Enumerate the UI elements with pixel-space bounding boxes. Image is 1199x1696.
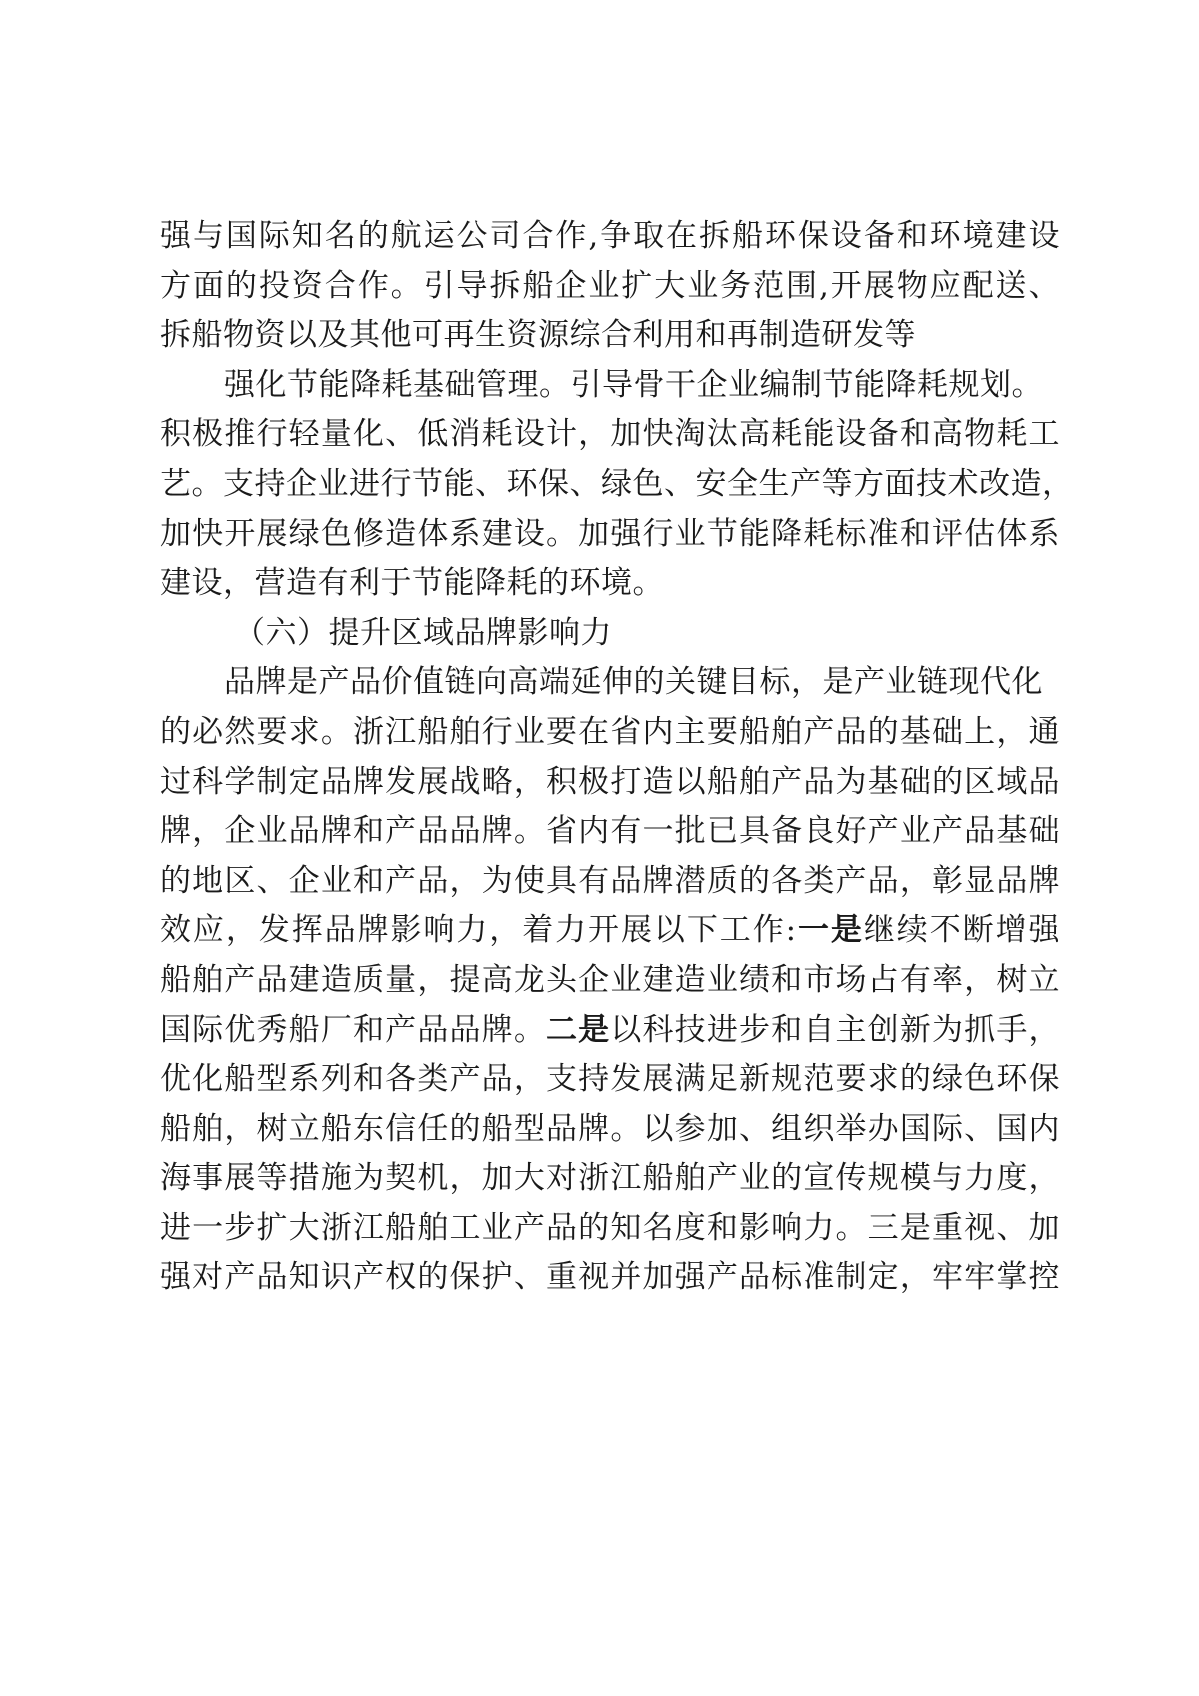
text-line: 品牌是产品价值链向高端延伸的关键目标，是产业链现代化	[224, 664, 1043, 701]
text-line: 建设，营造有利于节能降耗的环境。	[160, 565, 664, 602]
section-heading: （六）提升区域品牌影响力	[234, 614, 612, 651]
emphasis-text: 二是	[546, 1011, 611, 1048]
text-line: 牌，企业品牌和产品品牌。省内有一批已具备良好产业产品基础	[160, 813, 1060, 850]
text-line	[160, 1006, 1060, 1056]
text-line: 积极推行轻量化、低消耗设计，加快淘汰高耗能设备和高物耗工	[160, 416, 1060, 453]
text-line: 艺。支持企业进行节能、环保、绿色、安全生产等方面技术改造，	[160, 465, 1074, 502]
text-line: 的必然要求。浙江船舶行业要在省内主要船舶产品的基础上，通	[160, 713, 1060, 750]
text-line: 海事展等措施为契机，加大对浙江船舶产业的宣传规模与力度，	[160, 1160, 1060, 1197]
text-segment: 以科技进步和自主创新为抓手，	[610, 1011, 1061, 1048]
text-line: 强与国际知名的航运公司合作,争取在拆船环保设备和环境建设	[160, 218, 1060, 254]
text-line: 方面的投资合作。引导拆船企业扩大业务范围,开展物应配送、	[160, 267, 1060, 304]
text-line: 优化船型系列和各类产品，支持发展满足新规范要求的绿色环保	[160, 1061, 1060, 1098]
text-line: 船舶，树立船东信任的船型品牌。以参加、组织举办国际、国内	[160, 1110, 1060, 1147]
text-line: 强化节能降耗基础管理。引导骨干企业编制节能降耗规划。	[224, 366, 1043, 403]
text-line: 进一步扩大浙江船舶工业产品的知名度和影响力。三是重视、加	[160, 1209, 1060, 1246]
text-line: 加快开展绿色修造体系建设。加强行业节能降耗标准和评估体系	[160, 515, 1060, 552]
text-line: 强对产品知识产权的保护、重视并加强产品标准制定，牢牢掌控	[160, 1259, 1060, 1296]
text-line: 拆船物资以及其他可再生资源综合利用和再制造研发等	[160, 317, 916, 354]
text-segment: 效应，发挥品牌影响力，着力开展以下工作:	[160, 912, 797, 949]
text-line: 过科学制定品牌发展战略，积极打造以船舶产品为基础的区域品	[160, 763, 1060, 800]
emphasis-text: 一是	[796, 912, 864, 949]
body-text	[160, 212, 1074, 1303]
text-segment: 继续不断增强	[863, 912, 1061, 949]
text-line: 船舶产品建造质量，提高龙头企业建造业绩和市场占有率，树立	[160, 961, 1060, 998]
text-segment: 国际优秀船厂和产品品牌。	[160, 1011, 546, 1048]
text-line	[160, 906, 1060, 956]
text-line: 的地区、企业和产品，为使具有品牌潜质的各类产品，彰显品牌	[160, 862, 1060, 899]
